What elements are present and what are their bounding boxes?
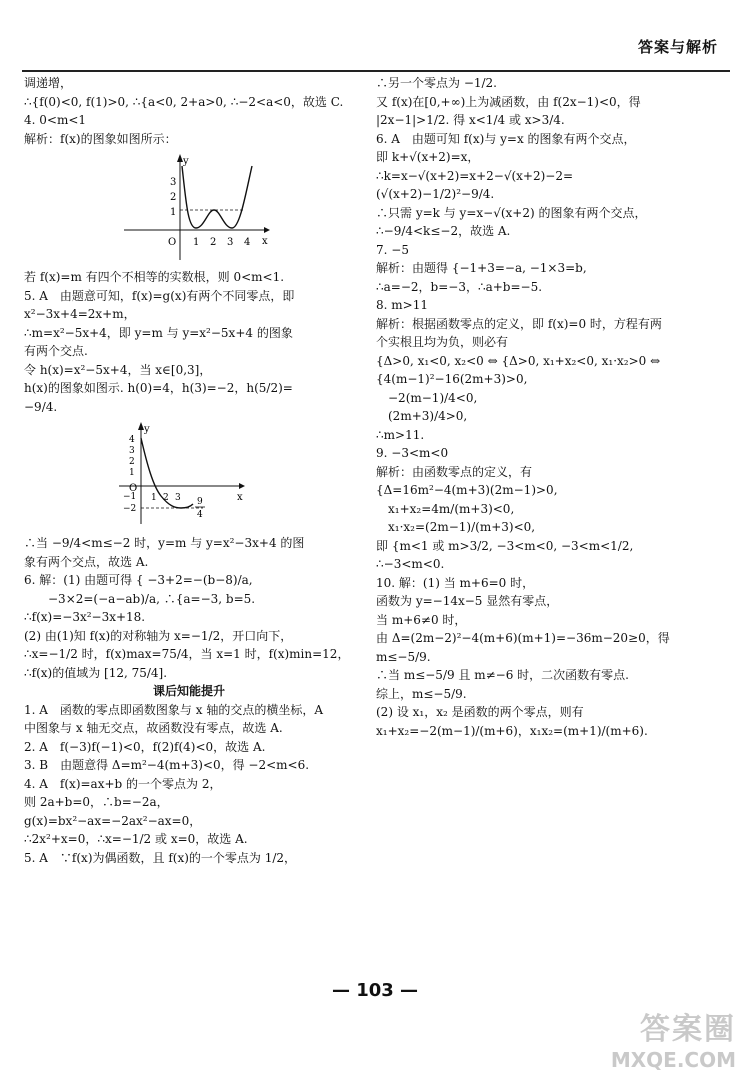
text-line: 象有两个交点，故选 A. [24,554,149,569]
text-line: 5. A ∵f(x)为偶函数，且 f(x)的一个零点为 1/2， [24,850,297,865]
x-tick: 1 [151,493,157,503]
graph-h-x [119,420,259,528]
text-line: {4(m−1)²−16(2m+3)>0, [376,372,528,386]
text-line: 6. 解：(1) 由题可得 { −3+2=−(b−8)/a, [24,573,253,587]
text-line: ∴x=−1/2 时，f(x)max=75/4，当 x=1 时，f(x)min=12， [24,647,350,661]
header-title: 答案与解析 [637,38,718,56]
text-line: ∴k=x−√(x+2)=x+2−√(x+2)−2= [376,168,574,183]
text-line: −3×2=(−a−ab)/a, ∴{a=−3, b=5. [24,591,256,606]
text-line: −9/4. [24,399,58,414]
x-tick: 3 [227,237,234,248]
text-line: 调递增， [24,76,73,90]
watermark-line1: 答案圈 [640,1012,736,1047]
text-line: ∴−9/4<k≤−2，故选 A. [376,224,511,238]
text-line: {Δ=16m²−4(m+3)(2m−1)>0, [376,483,558,497]
text-line: 2. A f(−3)f(−1)<0，f(2)f(4)<0，故选 A. [24,739,266,754]
text-line: g(x)=bx²−ax=−2ax²−ax=0， [24,813,202,828]
text-line: ∴{f(0)<0, f(1)>0, ∴{a<0, 2+a>0, ∴−2<a<0，故选 C. [24,94,344,109]
text-line: 6. A 由题可知 f(x)与 y=x 的图象有两个交点， [376,131,636,146]
text-line: x²−3x+4=2x+m， [24,307,136,321]
x-tick: 3 [175,493,181,503]
x-tick: 4 [244,237,251,248]
text-line: 8. m>11 [376,298,428,312]
section-heading: 课后知能提升 [152,684,225,698]
origin-label: O [129,483,138,494]
watermark-line2: MXQE.COM [610,1048,736,1072]
right-column [376,74,716,740]
text-line: {Δ>0, x₁<0, x₂<0 ⇔ {Δ>0, x₁+x₂<0, x₁·x₂>0 ⇔ [376,353,661,368]
text-line: (2) 设 x₁，x₂ 是函数的两个零点，则有 [376,705,584,719]
page-number: — 103 — [331,980,419,1001]
text-line: x₁·x₂=(2m−1)/(m+3)<0, [376,520,536,534]
text-line: ∴m>11. [376,427,425,442]
text-line: 9. −3<m<0 [376,446,449,460]
text-line: 若 f(x)=m 有四个不相等的实数根，则 0<m<1. [24,270,285,284]
y-tick: 4 [129,435,135,445]
y-tick: 2 [170,192,177,203]
text-line: 函数为 y=−14x−5 显然有零点， [376,594,559,608]
left-column [24,74,354,867]
x-tick: 2 [210,237,217,248]
text-line: −2(m−1)/4<0, [376,390,478,405]
text-line: 4. 0<m<1 [24,113,87,127]
text-line: |2x−1|>1/2. 得 x<1/4 或 x>3/4. [376,113,565,127]
text-line: m≤−5/9. [376,649,431,664]
text-line: ∴a=−2，b=−3，∴a+b=−5. [376,279,543,294]
y-tick: 1 [170,207,177,218]
y-tick: 2 [129,457,135,467]
text-line: h(x)的图象如图示. h(0)=4，h(3)=−2，h(5/2)= [24,381,293,395]
page-header [22,30,730,72]
text-line: x₁+x₂=−2(m−1)/(m+6)，x₁x₂=(m+1)/(m+6). [376,723,648,738]
origin-label: O [168,237,177,248]
text-line: 中图象与 x 轴无交点，故函数没有零点，故选 A. [24,721,283,735]
text-line: 4. A f(x)=ax+b 的一个零点为 2， [24,776,222,791]
text-line: 则 2a+b=0，∴b=−2a， [24,795,169,809]
text-line: 10. 解：(1) 当 m+6=0 时， [376,575,535,590]
text-line: (√(x+2)−1/2)²−9/4. [376,187,495,201]
text-line: ∴另一个零点为 −1/2. [376,76,497,90]
curve [182,166,252,228]
text-line: ∴−3<m<0. [376,557,445,571]
x-tick: 2 [163,493,169,503]
x-axis-arrow [264,227,270,233]
text-line: 又 f(x)在[0,+∞)上为减函数，由 f(2x−1)<0，得 [376,94,641,109]
x-axis-arrow [239,483,245,489]
y-axis-label: y [183,156,189,167]
text-line: 综上，m≤−5/9. [376,686,467,701]
annotation-numerator: 9 [197,497,203,507]
text-line: ∴只需 y=k 与 y=x−√(x+2) 的图象有两个交点， [376,205,647,220]
text-line: (2m+3)/4>0, [376,409,468,423]
text-line: ∴f(x)的值域为 [12, 75/4]. [24,665,168,680]
text-line: 解析：根据函数零点的定义，即 f(x)=0 时，方程有两 [376,316,662,331]
text-line: 5. A 由题意可知，f(x)=g(x)有两个不同零点，即 [24,288,295,303]
text-line: 解析：由函数零点的定义，有 [376,464,533,479]
text-line: 解析：由题得 {−1+3=−a, −1×3=b, [376,261,587,275]
y-tick: 3 [129,446,135,456]
text-line: 1. A 函数的零点即函数图象与 x 轴的交点的横坐标，A [24,702,323,717]
text-line: 令 h(x)=x²−5x+4，当 x∈[0,3]， [24,362,212,377]
x-axis-label: x [262,236,268,247]
annotation-denominator: 4 [197,510,203,520]
text-line: 由 Δ=(2m−2)²−4(m+6)(m+1)=−36m−20≥0，得 [376,631,670,645]
text-line: ∴当 −9/4<m≤−2 时，y=m 与 y=x²−3x+4 的图 [24,536,305,550]
graph-f-x [124,152,274,262]
text-line: 个实根且均为负，则必有 [376,335,509,349]
text-line: ∴m=x²−5x+4，即 y=m 与 y=x²−5x+4 的图象 [24,325,293,340]
y-tick: 3 [170,177,177,188]
text-line: 即 k+√(x+2)=x， [376,150,480,164]
y-tick: −1 [123,492,137,502]
text-line: ∴2x²+x=0，∴x=−1/2 或 x=0，故选 A. [24,832,248,846]
y-tick: 1 [129,468,135,478]
text-line: 即 {m<1 或 m>3/2, −3<m<0, −3<m<1/2, [376,538,634,553]
text-line: 解析：f(x)的图象如图所示： [24,131,177,146]
text-line: ∴f(x)=−3x²−3x+18. [24,610,146,624]
y-axis-label: y [144,424,150,435]
text-line: 有两个交点. [24,344,88,358]
text-line: x₁+x₂=4m/(m+3)<0, [376,501,515,516]
y-tick: −2 [123,504,137,514]
watermark-logo [611,1004,736,1072]
x-tick: 1 [193,237,200,248]
text-line: 3. B 由题意得 Δ=m²−4(m+3)<0，得 −2<m<6. [24,758,310,772]
text-line: (2) 由(1)知 f(x)的对称轴为 x=−1/2，开口向下， [24,628,293,643]
text-line: 当 m+6≠0 时， [376,612,467,627]
text-line: 7. −5 [376,242,409,257]
text-line: ∴当 m≤−5/9 且 m≠−6 时，二次函数有零点. [376,668,629,682]
x-axis-label: x [237,492,243,503]
